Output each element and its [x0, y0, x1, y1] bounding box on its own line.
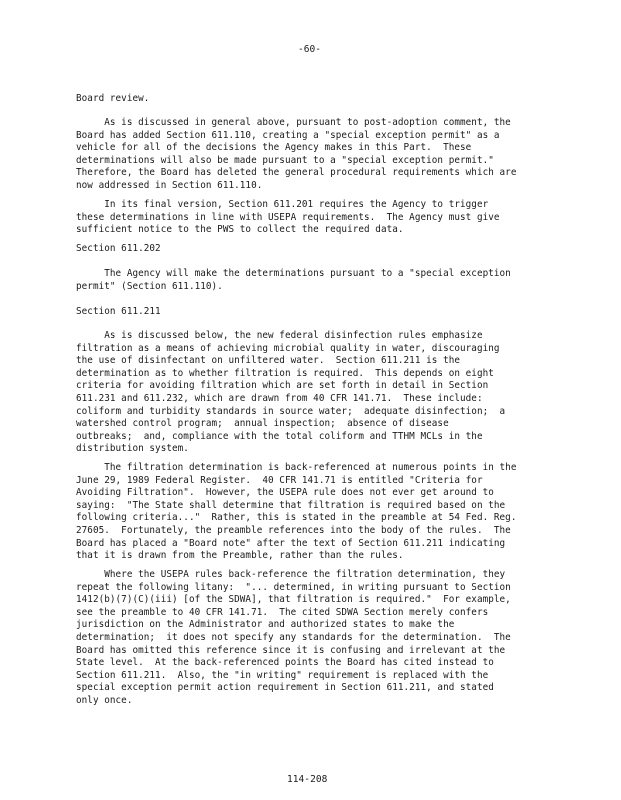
text-line: As is discussed in general above, pursuant to post-adoption comment, the [76, 117, 511, 128]
text-line: jurisdiction on the Administrator and authorized states to make the [76, 619, 455, 631]
text-line: the use of disinfectant on unfiltered water. Section 611.211 is the [76, 355, 461, 367]
text-line: only once. [76, 694, 133, 706]
heading-section-611-211: Section 611.211 [76, 306, 161, 317]
text-line: these determinations in line with USEPA requirements. The Agency must give [76, 211, 500, 223]
text-line: The Agency will make the determinations pursuant to a "special exception [76, 268, 511, 279]
text-line: coliform and turbidity standards in source water; adequate disinfection; a [76, 405, 506, 417]
text-line: watershed control program; annual inspection; absence of disease [76, 418, 449, 430]
text-line: Board has added Section 611.110, creating a "special exception permit" as a [76, 129, 500, 141]
text-line: criteria for avoiding filtration which are set forth in detail in Section [76, 380, 489, 392]
paragraph [76, 330, 556, 456]
paragraph [76, 199, 556, 237]
text-line: 1412(b)(7)(C)(iii) [of the SDWA], that filtration is required." For example, [76, 594, 511, 606]
text-line: Board has omitted this reference since it is confusing and irrelevant at the [76, 644, 506, 656]
text-line: In its final version, Section 611.201 requires the Agency to trigger [76, 199, 489, 210]
paragraph [76, 569, 556, 708]
text-line: permit" (Section 611.110). [76, 280, 223, 292]
paragraph [76, 268, 556, 293]
text-line: saying: "The State shall determine that filtration is required based on the [76, 499, 506, 511]
text-line: see the preamble to 40 CFR 141.71. The cited SDWA Section merely confers [76, 606, 489, 618]
text-line: As is discussed below, the new federal disinfection rules emphasize [76, 330, 483, 341]
text-line: 27605. Fortunately, the preamble references into the body of the rules. The [76, 524, 511, 536]
paragraph [76, 117, 556, 193]
heading-board-review: Board review. [76, 93, 150, 104]
text-line: that it is drawn from the Preamble, rather than the rules. [76, 550, 404, 562]
text-line: Therefore, the Board has deleted the general procedural requirements which are [76, 167, 517, 179]
text-line: filtration as a means of achieving microbial quality in water, discouraging [76, 342, 500, 354]
page-number: -60- [298, 44, 322, 55]
footer-page-code: 114-208 [287, 774, 328, 785]
heading-section-611-202: Section 611.202 [76, 243, 161, 254]
text-line: special exception permit action requirement in Section 611.211, and stated [76, 682, 494, 694]
text-line: distribution system. [76, 443, 189, 455]
text-line: following criteria..." Rather, this is stated in the preamble at 54 Fed. Reg. [76, 512, 517, 524]
text-line: now addressed in Section 611.110. [76, 179, 263, 191]
text-line: outbreaks; and, compliance with the total coliform and TTHM MCLs in the [76, 430, 483, 442]
text-line: Board has placed a "Board note" after the text of Section 611.211 indicating [76, 537, 506, 549]
text-line: determination as to whether filtration is required. This depends on eight [76, 367, 494, 379]
text-line: repeat the following litany: "... determined, in writing pursuant to Section [76, 581, 511, 593]
text-line: State level. At the back-referenced points the Board has cited instead to [76, 657, 494, 669]
text-line: 611.231 and 611.232, which are drawn from 40 CFR 141.71. These include: [76, 392, 483, 404]
text-line: The filtration determination is back-referenced at numerous points in the [76, 462, 517, 473]
text-line: Where the USEPA rules back-reference the filtration determination, they [76, 569, 506, 580]
text-line: determinations will also be made pursuant to a "special exception permit." [76, 154, 494, 166]
text-line: determination; it does not specify any standards for the determination. The [76, 631, 511, 643]
text-line: sufficient notice to the PWS to collect the required data. [76, 224, 404, 236]
paragraph [76, 462, 556, 563]
text-line: Section 611.211. Also, the "in writing" requirement is replaced with the [76, 669, 489, 681]
text-line: Avoiding Filtration". However, the USEPA rule does not ever get around to [76, 487, 494, 499]
text-line: vehicle for all of the decisions the Agency makes in this Part. These [76, 142, 472, 154]
text-line: June 29, 1989 Federal Register. 40 CFR 141.71 is entitled "Criteria for [76, 474, 483, 486]
